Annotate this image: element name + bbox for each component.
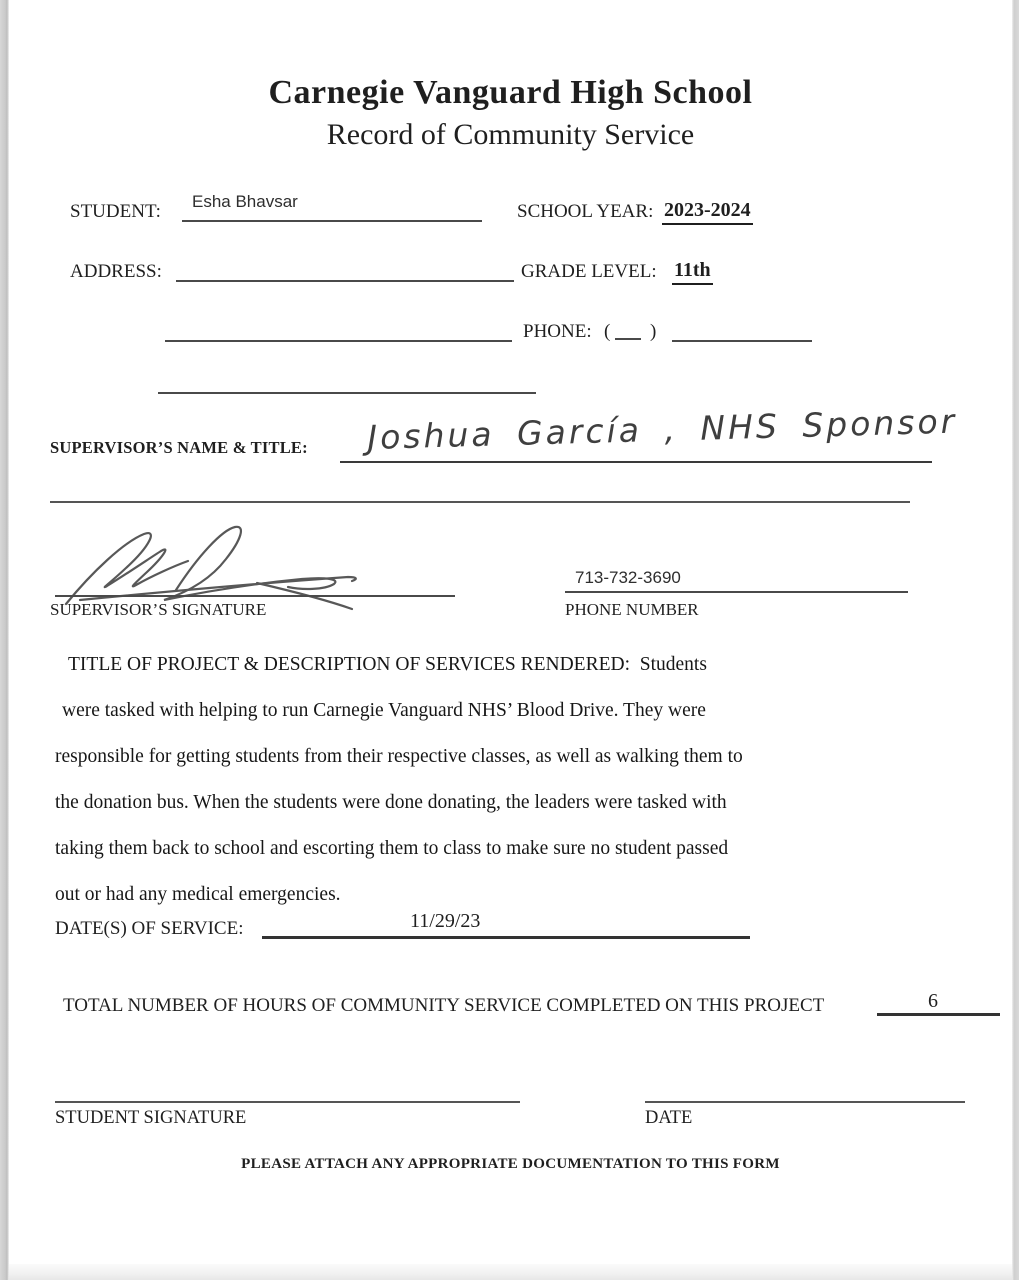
date-label: DATE	[645, 1108, 693, 1128]
project-description-line: TITLE OF PROJECT & DESCRIPTION OF SERVICES RENDERED: Students	[68, 654, 707, 675]
student-label: STUDENT:	[70, 201, 161, 222]
grade-level-value: 11th	[672, 259, 713, 285]
address-line-3	[158, 392, 536, 394]
date-line	[645, 1101, 965, 1103]
phone-paren-open: (	[604, 321, 611, 342]
project-description-line: the donation bus. When the students were done donating, the leaders were tasked with	[55, 792, 727, 813]
attachment-note: PLEASE ATTACH ANY APPROPRIATE DOCUMENTATION TO THIS FORM	[241, 1156, 780, 1172]
supervisor-signature-line	[55, 595, 455, 597]
project-description-line: taking them back to school and escorting them to class to make sure no student passed	[55, 838, 729, 859]
phone-number-blank-line	[672, 340, 812, 342]
student-signature-label: STUDENT SIGNATURE	[55, 1108, 247, 1128]
phone-paren-close: )	[650, 321, 657, 342]
project-description-line: out or had any medical emergencies.	[55, 884, 341, 905]
total-hours-label: TOTAL NUMBER OF HOURS OF COMMUNITY SERVICE COMPLETED ON THIS PROJECT	[63, 995, 825, 1016]
supervisor-signature-label: SUPERVISOR’S SIGNATURE	[50, 600, 267, 619]
scan-edge-bottom	[9, 1264, 1012, 1280]
supervisor-name-title-line	[340, 461, 932, 463]
grade-level-label: GRADE LEVEL:	[521, 261, 657, 282]
total-hours-line	[877, 1013, 1000, 1016]
project-description	[55, 642, 815, 918]
dates-of-service-value: 11/29/23	[410, 910, 481, 932]
scan-edge-right	[1012, 0, 1019, 1280]
total-hours-value: 6	[928, 990, 938, 1012]
school-name: Carnegie Vanguard High School	[268, 74, 753, 111]
supervisor-name-title-label: SUPERVISOR’S NAME & TITLE:	[50, 438, 308, 457]
supervisor-phone-value: 713-732-3690	[575, 568, 681, 587]
project-description-line: were tasked with helping to run Carnegie Vanguard NHS’ Blood Drive. They were	[62, 700, 706, 721]
phone-number-label: PHONE NUMBER	[565, 600, 699, 619]
student-name-value: Esha Bhavsar	[192, 192, 298, 211]
supervisor-phone-line	[565, 591, 908, 593]
address-label: ADDRESS:	[70, 261, 162, 282]
form-title: Record of Community Service	[326, 118, 695, 151]
address-line-2	[165, 340, 512, 342]
school-year-value: 2023-2024	[662, 199, 753, 225]
section-divider-line	[50, 501, 910, 503]
phone-area-code-blank	[615, 338, 641, 340]
school-year-label: SCHOOL YEAR:	[517, 201, 654, 222]
student-name-line	[182, 220, 482, 222]
supervisor-name-title-handwritten-value: Joshua García , NHS Sponsor	[366, 401, 958, 457]
scan-edge-left	[0, 0, 9, 1280]
supervisor-signature-scribble	[52, 520, 382, 612]
address-line-1	[176, 280, 514, 282]
dates-of-service-line	[262, 936, 750, 939]
project-description-line: responsible for getting students from their respective classes, as well as walking them to	[55, 746, 743, 767]
dates-of-service-label: DATE(S) OF SERVICE:	[55, 918, 244, 939]
phone-label: PHONE:	[523, 321, 592, 342]
student-signature-line	[55, 1101, 520, 1103]
